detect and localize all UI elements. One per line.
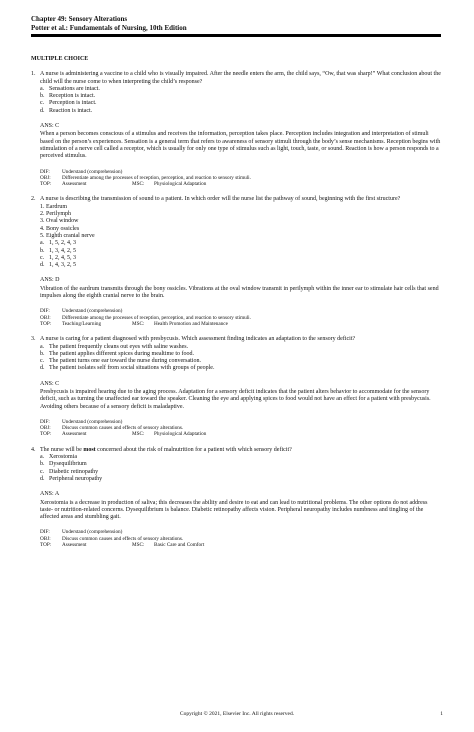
option-letter: d.	[40, 107, 45, 114]
option-text: Reception is intact.	[49, 93, 96, 100]
option-letter: b.	[40, 93, 45, 100]
option-letter: c.	[40, 468, 45, 475]
option-text: Xerostomia	[49, 454, 77, 461]
option-letter: d.	[40, 262, 45, 269]
question-metadata	[40, 529, 441, 548]
dif-label: DIF:	[40, 308, 50, 315]
question-4	[31, 447, 441, 549]
option-letter: d.	[40, 475, 45, 482]
sequence-item: 4. Bony ossicles	[40, 225, 80, 232]
option-d	[40, 108, 441, 115]
option-text: The patient isolates self from social situations with groups of people.	[49, 365, 215, 372]
option-letter: a.	[40, 85, 45, 92]
copyright-notice: Copyright © 2021, Elsevier Inc. All rights reserved.	[179, 711, 295, 717]
msc-value: Health Promotion and Maintenance	[154, 320, 228, 327]
option-letter: b.	[40, 247, 45, 254]
obj-label: OBJ:	[40, 314, 51, 321]
option-c	[40, 469, 441, 476]
top-value: Teaching/Learning	[62, 320, 102, 327]
question-number: 3.	[31, 336, 36, 343]
obj-label: OBJ:	[40, 535, 51, 542]
obj-label: OBJ:	[40, 174, 51, 181]
obj-label: OBJ:	[40, 425, 51, 432]
book-subtitle: Potter et al.: Fundamentals of Nursing, 10th Edition	[31, 23, 187, 32]
option-text: 1, 4, 3, 2, 5	[49, 262, 76, 269]
rationale: Vibration of the eardrum transmits through the bony ossicles. Vibrations at the oval window transmit in perilymph within the inner ear to stimulate hair cells that send impulses along the eighth cranial nerve to the brain.	[40, 285, 439, 300]
question-list	[31, 56, 441, 557]
rationale: When a person becomes conscious of a stimulus and receives the information, perception takes place. Perception includes integration and interpretation of stimuli based on the person’s experiences. Sensation is a general term that refers to awareness of sensory stimuli through the body’s sense mechanisms. Reception begins with stimulation of a nerve cell called a receptor, which is usually for only one type of stimulus such as light, touch, taste, or sound. Reaction is how a person responds to a perceived stimulus.	[40, 131, 441, 160]
stem-text: The nurse will be	[40, 446, 84, 453]
option-b	[40, 351, 441, 358]
option-text: Peripheral neuropathy	[49, 475, 103, 482]
obj-value: Discuss common causes and effects of sensory alterations.	[62, 425, 184, 432]
rationale: Presbycusis is impaired hearing due to the aging process. Adaptation for a sensory deficit indicates that the patient alters behavior to accommodate for the sensory deficit, such as turning the unaffected ear toward the speaker. Cleaning the eye and applying spices to food would not have an effect for a patient with presbycusis. Avoiding others because of a sensory deficit is maladaptive.	[40, 388, 431, 410]
dif-label: DIF:	[40, 168, 50, 175]
option-letter: b.	[40, 461, 45, 468]
top-value: Assessment	[62, 431, 87, 438]
dif-label: DIF:	[40, 418, 50, 425]
top-label: TOP:	[40, 431, 52, 438]
sequence-item: 2. Perilymph	[40, 211, 71, 218]
msc-value: Physiological Adaptation	[154, 181, 207, 188]
stem-text: concerned about the risk of malnutrition for a patient with which sensory deficit?	[95, 446, 292, 453]
option-d	[40, 262, 441, 269]
option-b	[40, 93, 441, 100]
top-label: TOP:	[40, 320, 52, 327]
question-stem: A nurse is administering a vaccine to a child who is visually impaired. After the needle enters the arm, the child says, “Ow, that was sharp!” What conclusion about the child will the nurse come to when interpreting the child’s response?	[40, 71, 441, 85]
question-metadata	[40, 308, 441, 327]
header-rule	[31, 34, 441, 37]
stem-emphasis: most	[83, 446, 96, 453]
msc-value: Basic Care and Comfort	[154, 542, 205, 549]
question-stem	[40, 447, 292, 454]
msc-label: MSC:	[132, 431, 145, 438]
option-d	[40, 476, 441, 483]
question-1	[31, 71, 441, 187]
question-number: 1.	[31, 71, 36, 78]
answer-key: ANS: C	[40, 380, 60, 387]
page-number: 1	[440, 711, 443, 717]
option-b	[40, 248, 441, 255]
option-text: Perception is intact.	[49, 100, 97, 107]
option-letter: c.	[40, 358, 45, 365]
msc-value: Physiological Adaptation	[154, 431, 207, 438]
option-a	[40, 240, 441, 247]
dif-value: Understand (comprehension)	[62, 529, 123, 536]
option-letter: d.	[40, 365, 45, 372]
option-a	[40, 454, 441, 461]
msc-label: MSC:	[132, 181, 145, 188]
question-number: 4.	[31, 446, 36, 453]
option-letter: a.	[40, 454, 45, 461]
answer-key: ANS: C	[40, 123, 60, 130]
rationale: Xerostomia is a decrease in production of saliva; this decreases the ability and desire to eat and can lead to nutritional problems. The other options do not address taste- or nutrition-related concerns. Dysequilibrium is balance. Diabetic retinopathy affects vision. Peripheral neuropathy includes numbness and tingling of the affected areas and stumbling gait.	[40, 499, 428, 521]
top-label: TOP:	[40, 181, 52, 188]
sequence-item: 5. Eighth cranial nerve	[40, 232, 95, 239]
dif-value: Understand (comprehension)	[62, 418, 123, 425]
section-heading: MULTIPLE CHOICE	[31, 56, 89, 62]
option-letter: a.	[40, 343, 45, 350]
dif-label: DIF:	[40, 529, 50, 536]
option-letter: c.	[40, 100, 45, 107]
sequence-item: 3. Oval window	[40, 218, 79, 225]
option-text: The patient turns one ear toward the nurse during conversation.	[49, 358, 201, 365]
obj-value: Differentiate among the processes of reception, perception, and reaction to sensory stimuli.	[62, 174, 251, 181]
top-label: TOP:	[40, 542, 52, 549]
top-value: Assessment	[62, 542, 87, 549]
option-c	[40, 255, 441, 262]
question-2	[31, 196, 441, 327]
option-a	[40, 344, 441, 351]
option-a	[40, 86, 441, 93]
question-metadata	[40, 169, 441, 188]
question-metadata	[40, 419, 441, 438]
option-text: Dysequilibrium	[49, 461, 87, 468]
answer-key: ANS: D	[40, 277, 60, 284]
obj-value: Discuss common causes and effects of sensory alterations.	[62, 535, 184, 542]
dif-value: Understand (comprehension)	[62, 308, 123, 315]
page-header	[31, 15, 441, 37]
option-text: The patient frequently cleans out eyes with saline washes.	[49, 343, 189, 350]
question-number: 2.	[31, 196, 36, 203]
option-text: 1, 5, 2, 4, 3	[49, 240, 76, 247]
option-b	[40, 461, 441, 468]
option-text: 1, 2, 4, 5, 3	[49, 254, 76, 261]
option-text: Reaction is intact.	[49, 107, 93, 114]
obj-value: Differentiate among the processes of reception, perception, and reaction to sensory stimuli.	[62, 314, 251, 321]
option-letter: a.	[40, 240, 45, 247]
option-c	[40, 100, 441, 107]
answer-key: ANS: A	[40, 491, 60, 498]
option-d	[40, 365, 441, 372]
option-text: Diabetic retinopathy	[49, 468, 99, 475]
question-stem: A nurse is describing the transmission of sound to a patient. In which order will the nurse list the pathway of sound, beginning with the first structure?	[40, 196, 401, 203]
msc-label: MSC:	[132, 320, 145, 327]
option-letter: b.	[40, 350, 45, 357]
sequence-item: 1. Eardrum	[40, 203, 67, 210]
chapter-title: Chapter 49: Sensory Alterations	[31, 15, 128, 23]
question-stem: A nurse is caring for a patient diagnosed with presbycusis. Which assessment finding indicates an adaptation to the sensory deficit?	[40, 336, 356, 343]
option-text: 1, 3, 4, 2, 5	[49, 247, 76, 254]
msc-label: MSC:	[132, 542, 145, 549]
option-text: The patient applies different spices during mealtime to food.	[49, 350, 195, 357]
option-letter: c.	[40, 254, 45, 261]
question-3	[31, 336, 441, 438]
top-value: Assessment	[62, 181, 87, 188]
dif-value: Understand (comprehension)	[62, 168, 123, 175]
option-text: Sensations are intact.	[49, 85, 100, 92]
